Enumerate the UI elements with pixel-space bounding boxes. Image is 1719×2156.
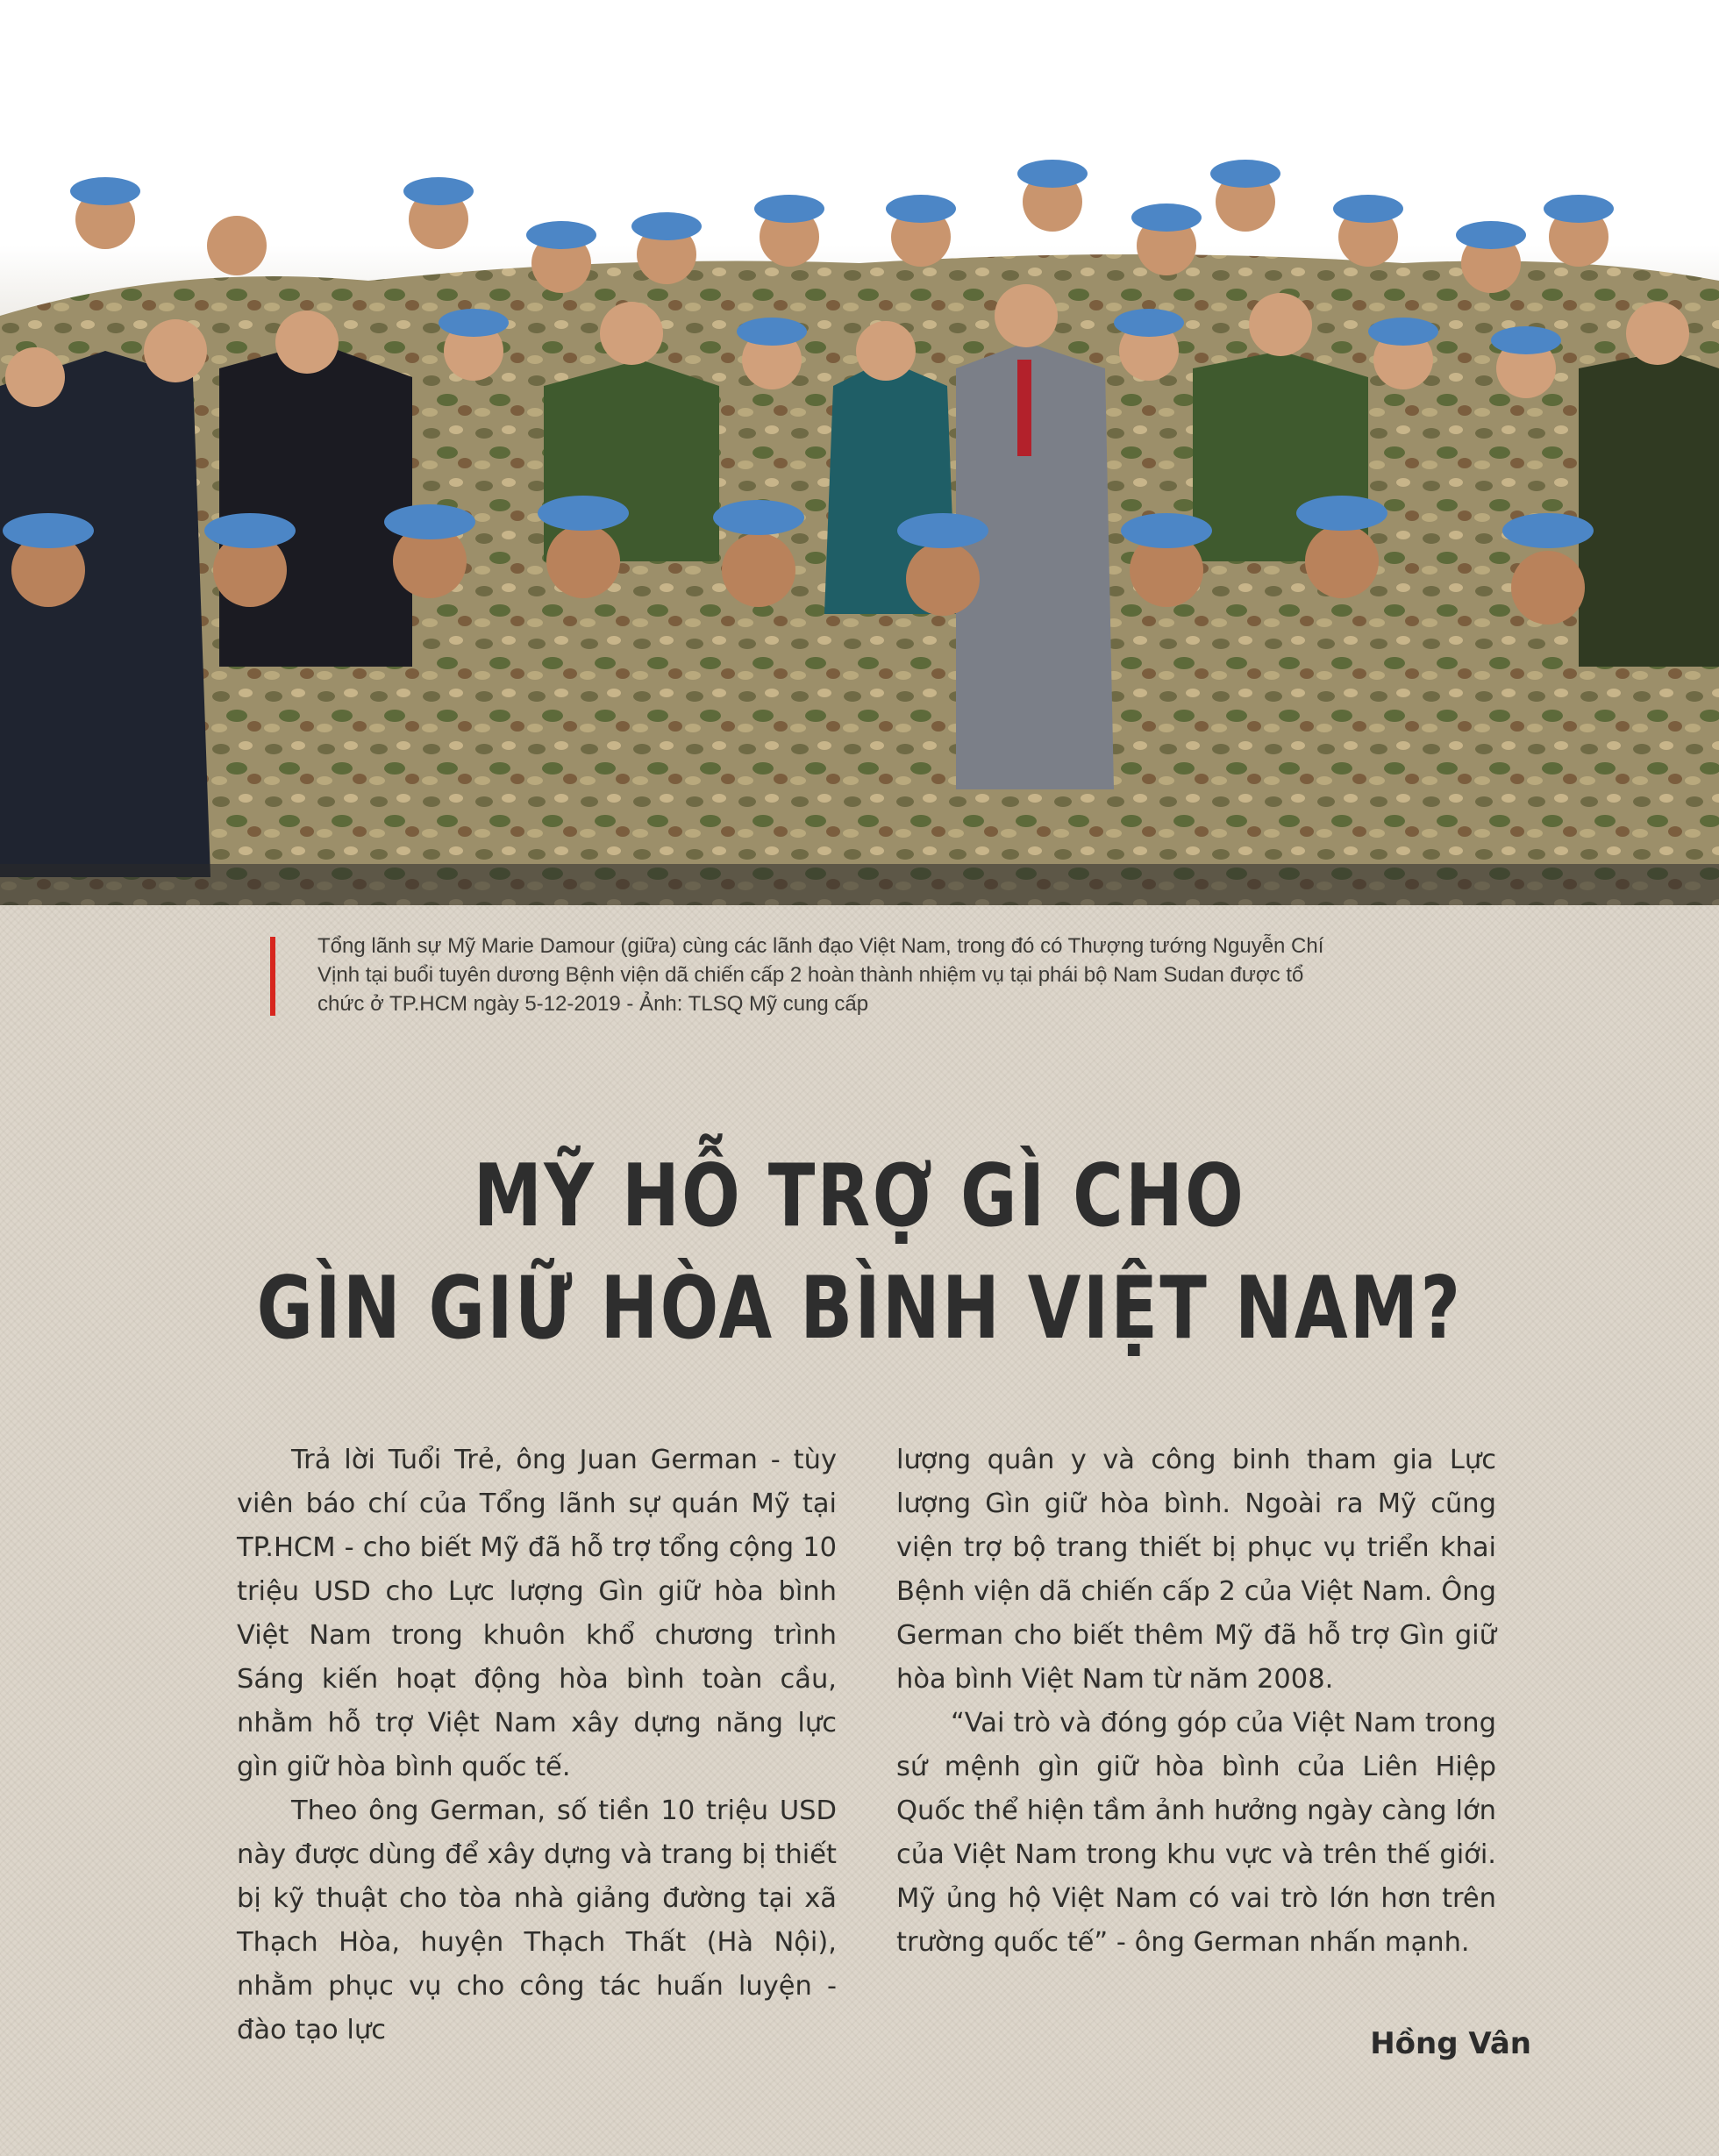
article-paragraph: Trả lời Tuổi Trẻ, ông Juan German - tùy viên báo chí của Tổng lãnh sự quán Mỹ tại TP.HCM - cho biết Mỹ đã hỗ trợ tổng cộng 10 triệu USD cho Lực lượng Gìn giữ hòa bình Việt Nam trong khuôn khổ chương trình Sáng kiến hoạt động hòa bình toàn cầu, nhằm hỗ trợ Việt Nam xây dựng năng lực gìn giữ hòa bình quốc tế. (237, 1445, 837, 1782)
author-byline: Hồng Vân (1370, 2026, 1531, 2061)
article-column-left (237, 1439, 837, 2052)
article-paragraph: lượng quân y và công binh tham gia Lực lượng Gìn giữ hòa bình. Ngoài ra Mỹ cũng viện trợ bộ trang thiết bị phục vụ triển khai Bệnh viện dã chiến cấp 2 của Việt Nam. Ông German cho biết thêm Mỹ đã hỗ trợ Gìn giữ hòa bình Việt Nam từ năm 2008. (896, 1445, 1496, 1695)
caption-text: Tổng lãnh sự Mỹ Marie Damour (giữa) cùng các lãnh đạo Việt Nam, trong đó có Thượng tướng Nguyễn Chí Vịnh tại buổi tuyên dương Bệnh viện dã chiến cấp 2 hoàn thành nhiệm vụ tại phái bộ Nam Sudan được tổ chức ở TP.HCM ngày 5-12-2019 - Ảnh: TLSQ Mỹ cung cấp (317, 934, 1324, 1016)
group-photo-peacekeepers-icon (0, 0, 1719, 905)
article-headline (0, 1140, 1719, 1365)
photo-caption (281, 932, 1333, 1018)
headline-line-1: MỸ HỖ TRỢ GÌ CHO (473, 1146, 1246, 1246)
article-paragraph: Theo ông German, số tiền 10 triệu USD này được dùng để xây dựng và trang bị thiết bị kỹ thuật cho tòa nhà giảng đường tại xã Thạch Hòa, huyện Thạch Thất (Hà Nội), nhằm phục vụ cho công tác huấn luyện - đào tạo lực (237, 1795, 837, 2045)
article-column-right (896, 1439, 1496, 1965)
group-photo (0, 0, 1719, 905)
article-paragraph: “Vai trò và đóng góp của Việt Nam trong sứ mệnh gìn giữ hòa bình của Liên Hiệp Quốc thể hiện tầm ảnh hưởng ngày càng lớn của Việt Nam trong khu vực và trên thế giới. Mỹ ủng hộ Việt Nam có vai trò lớn hơn trên trường quốc tế” - ông German nhấn mạnh. (896, 1708, 1496, 1958)
headline-line-2: GÌN GIỮ HÒA BÌNH VIỆT NAM? (256, 1259, 1463, 1359)
caption-accent-bar (270, 937, 275, 1016)
